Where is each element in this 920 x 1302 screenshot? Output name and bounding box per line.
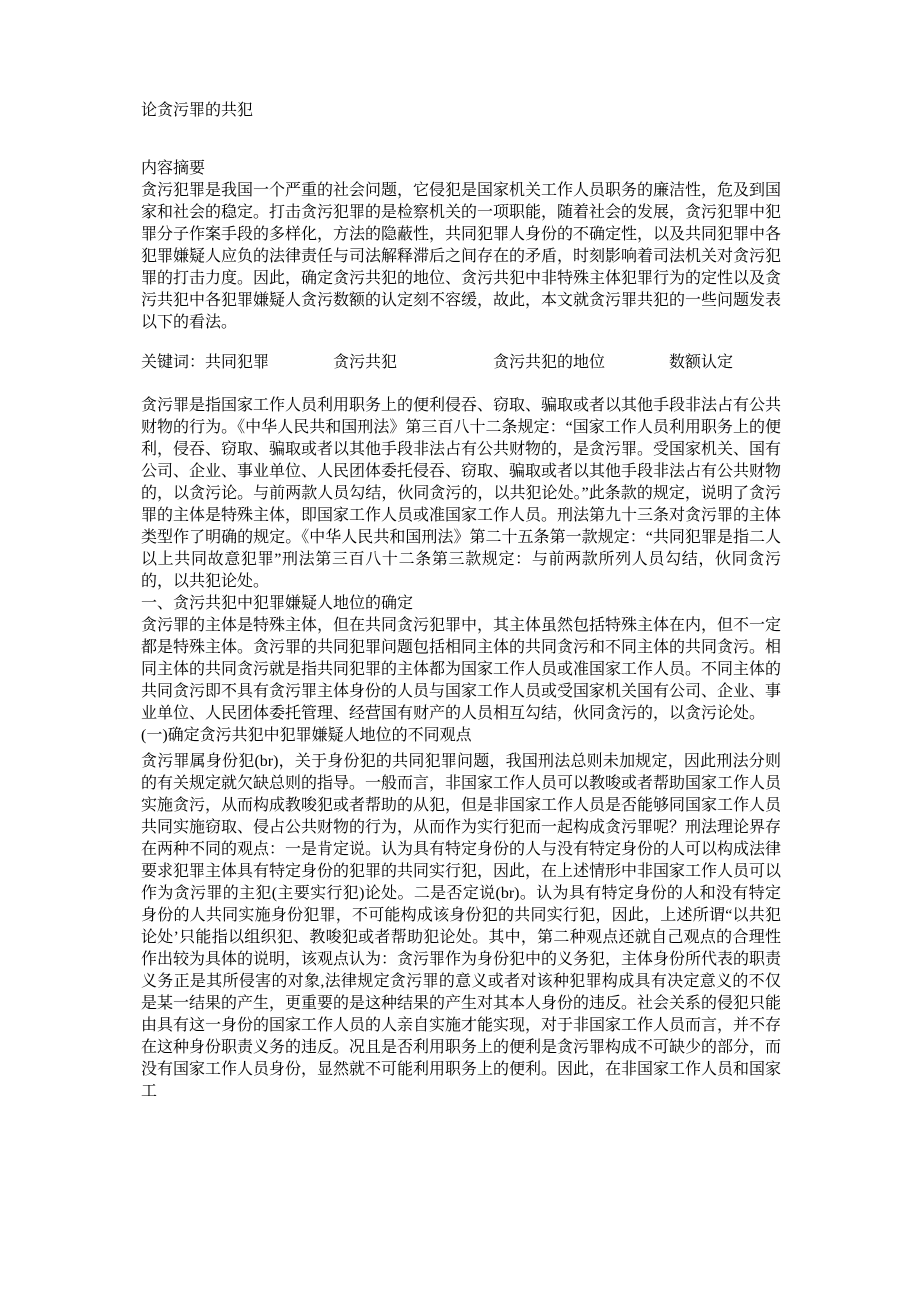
section-1-heading: 一、贪污共犯中犯罪嫌疑人地位的确定 [141, 595, 414, 612]
abstract-heading: 内容摘要 [141, 160, 206, 177]
abstract-paragraph: 贪污犯罪是我国一个严重的社会问题，它侵犯是国家机关工作人员职务的廉洁性，危及到国家和社会的稳定。打击贪污犯罪的是检察机关的一项职能，随着社会的发展，贪污犯罪中犯罪分子作案手段的多样化，方法的隐蔽性，共同犯罪人身份的不确定性，以及共同犯罪中各犯罪嫌疑人应负的法律责任与司法解释滞后之间存在的矛盾，时刻影响着司法机关对贪污犯罪的打击力度。因此，确定贪污共犯的地位、贪污共犯中非特殊主体犯罪行为的定性以及贪污共犯中各犯罪嫌疑人贪污数额的认定刻不容缓，故此，本文就贪污罪共犯的一些问题发表以下的看法。 [141, 182, 782, 331]
keywords-line: 关键词：共同犯罪 贪污共犯 贪污共犯的地位 数额认定 [141, 354, 734, 371]
subsection-1-heading: (一)确定贪污共犯中犯罪嫌疑人地位的不同观点 [141, 727, 472, 744]
body-paragraph-3: 贪污罪属身份犯(br)，关于身份犯的共同犯罪问题，我国刑法总则未加规定，因此刑法分则的有关规定就欠缺总则的指导。一般而言，非国家工作人员可以教唆或者帮助国家工作人员实施贪污，从而构成教唆犯或者帮助的从犯，但是非国家工作人员是否能够同国家工作人员共同实施窃取、侵占公共财物的行为，从而作为实行犯而一起构成贪污罪呢？刑法理论界存在两种不同的观点：一是肯定说。认为具有特定身份的人与没有特定身份的人可以构成法律要求犯罪主体具有特定身份的犯罪的共同实行犯，因此，在上述情形中非国家工作人员可以作为贪污罪的主犯(主要实行犯)论处。二是否定说(br)。认为具有特定身份的人和没有特定身份的人共同实施身份犯罪，不可能构成该身份犯的共同实行犯，因此，上述所谓“以共犯论处’只能指以组织犯、教唆犯或者帮助犯论处。其中，第二种观点还就自己观点的合理性作出较为具体的说明，该观点认为：贪污罪作为身份犯中的义务犯，主体身份所代表的职责义务正是其所侵害的对象,法律规定贪污罪的意义或者对该种犯罪构成具有决定意义的不仅是某一结果的产生，更重要的是这种结果的产生对其本人身份的违反。社会关系的侵犯只能由具有这一身份的国家工作人员的人亲自实施才能实现，对于非国家工作人员而言，并不存在这种身份职责义务的违反。况且是否利用职务上的便利是贪污罪构成不可缺少的部分，而没有国家工作人员身份，显然就不可能利用职务上的便利。因此，在非国家工作人员和国家工 [141, 753, 782, 1100]
body-paragraph-2: 贪污罪的主体是特殊主体，但在共同贪污犯罪中，其主体虽然包括特殊主体在内，但不一定都是特殊主体。贪污罪的共同犯罪问题包括相同主体的共同贪污和不同主体的共同贪污。相同主体的共同贪污就是指共同犯罪的主体都为国家工作人员或准国家工作人员。不同主体的共同贪污即不具有贪污罪主体身份的人员与国家工作人员或受国家机关国有公司、企业、事业单位、人民团体委托管理、经营国有财产的人员相互勾结，伙同贪污的，以贪污论处。 [141, 617, 782, 722]
body-paragraph-1: 贪污罪是指国家工作人员利用职务上的便利侵吞、窃取、骗取或者以其他手段非法占有公共财物的行为。《中华人民共和国刑法》第三百八十二条规定：“国家工作人员利用职务上的便利，侵吞、窃取、骗取或者以其他手段非法占有公共财物的，是贪污罪。受国家机关、国有公司、企业、事业单位、人民团体委托侵吞、窃取、骗取或者以其他手段非法占有公共财物的，以贪污论。与前两款人员勾结，伙同贪污的，以共犯论处。”此条款的规定，说明了贪污罪的主体是特殊主体，即国家工作人员或准国家工作人员。刑法第九十三条对贪污罪的主体类型作了明确的规定。《中华人民共和国刑法》第二十五条第一款规定：“共同犯罪是指二人以上共同故意犯罪”刑法第三百八十二条第三款规定：与前两款所列人员勾结，伙同贪污的，以共犯论处。 [141, 397, 782, 590]
document-title: 论贪污罪的共犯 [141, 102, 254, 119]
